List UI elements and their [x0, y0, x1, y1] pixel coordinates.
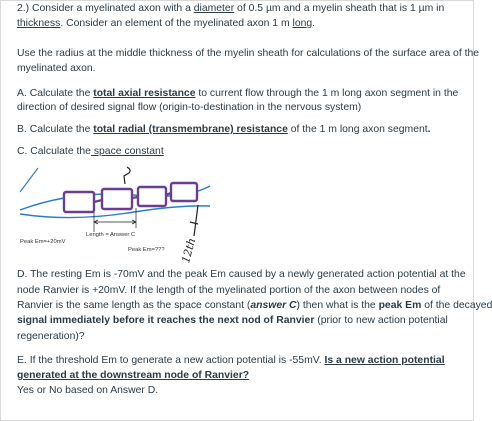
part-a-line2: direction of desired signal flow (origin-to-destination in the nervous system) — [17, 102, 362, 113]
part-a-line1: A. Calculate the total axial resistance to current flow through the 1 m long axon segment in the — [17, 88, 459, 99]
part-e-line1: E. If the threshold Em to generate a new action potential is -55mV. Is a new action potential — [17, 355, 445, 366]
part-d-line3: Ranvier is the same length as the space constant (answer C) then what is the peak Em of the decayed — [17, 300, 492, 311]
handwritten-note: 12th — [179, 236, 199, 265]
length-label: Length = Answer C — [86, 232, 136, 238]
part-e-line2: generated at the downstream node of Ranvier? — [17, 370, 250, 381]
stimulus-arrow-sketch — [124, 167, 130, 184]
q2-line1: 2.) Consider a myelinated axon with a diameter of 0.5 µm and a myelin sheath that is 1 µm in — [17, 3, 445, 14]
part-d-line2: node Ranvier is +20mV. If the length of the myelinated portion of the axon between nodes of — [17, 285, 441, 296]
part-d-line4: signal immediately before it reaches the next nod of Ranvier (prior to new action potential — [17, 315, 448, 326]
q2-line2: thickness. Consider an element of the myelinated axon 1 m long. — [17, 18, 316, 29]
peak-em-right-label: Peak Em=??? — [128, 247, 165, 253]
myelin-segment — [102, 189, 132, 209]
axon-sketch-line — [20, 168, 38, 192]
myelin-segment — [171, 183, 197, 201]
part-e-line3: Yes or No based on Answer D. — [17, 385, 159, 396]
peak-em-left-label: Peak Em=+20mV — [20, 239, 66, 245]
part-d-line5: regeneration)? — [17, 331, 85, 342]
note-line2: myelinated axon. — [17, 63, 96, 74]
myelin-segment — [138, 187, 166, 206]
note-line1: Use the radius at the middle thickness of the myelin sheath for calculations of the surface area of the — [17, 48, 480, 59]
part-d-line1: D. The resting Em is -70mV and the peak Em caused by a newly generated action potential at the — [17, 269, 466, 280]
part-c-line: C. Calculate the space constant — [17, 146, 164, 157]
marker-sketch — [190, 205, 198, 236]
node-of-ranvier — [132, 197, 138, 198]
myelin-segment — [64, 192, 94, 212]
part-b-line: B. Calculate the total radial (transmembrane) resistance of the 1 m long axon segment. — [17, 124, 431, 135]
